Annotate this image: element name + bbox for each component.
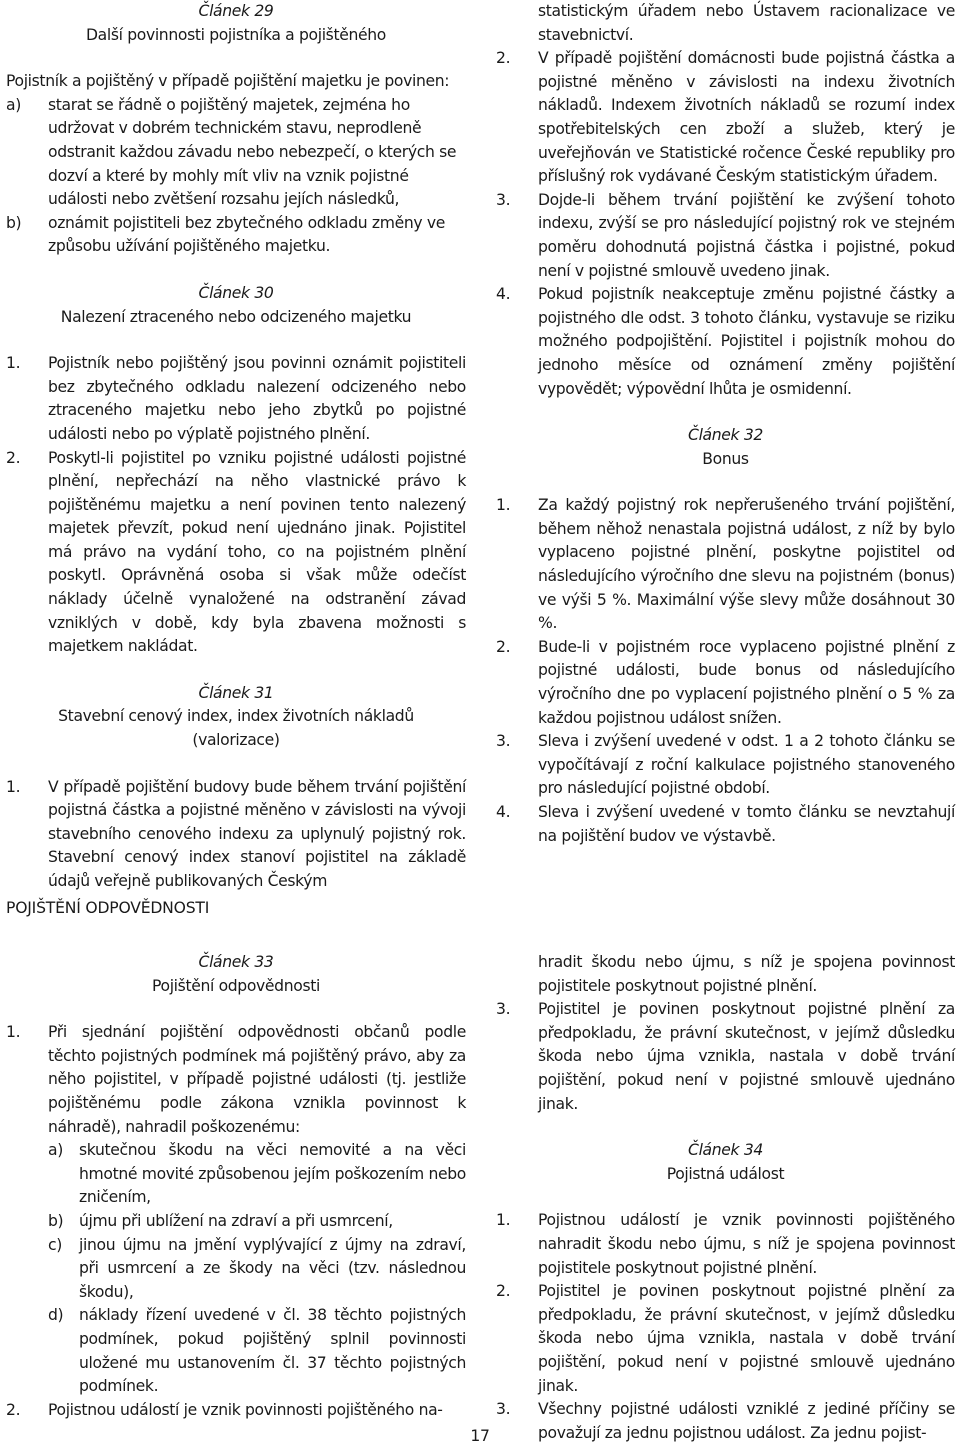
- lower-right-column: [496, 951, 955, 1445]
- item-text: Poskytl-li pojistitel po vzniku pojistné události pojistné plnění, nepřechází na něho vlastnické právo k pojištěnému majetku a není povinen tento nalezený majetek převzít, pokud není ujednáno jinak. Pojistitel má právo na vydání toho, co na pojistném plnění poskytl. Oprávněná osoba si však může odečíst náklady účelně vynaložené na odstranění závad vzniklých v době, kdy byla zbavena možnosti s majetkem nakládat.: [48, 448, 466, 656]
- item-label: 3.: [496, 1400, 511, 1419]
- article-33-subitem-a: [48, 1139, 466, 1210]
- article-32-item-2: [496, 636, 955, 730]
- article-29-number: Článek 29: [198, 2, 274, 20]
- article-34-item-2: [496, 1280, 955, 1398]
- item-text: Sleva i zvýšení uvedené v odst. 1 a 2 tohoto článku se vypočítávají z roční kalkulace pojistného stanoveného pro následující pojistné období.: [538, 732, 955, 798]
- item-text: starat se řádně o pojištěný majetek, zejména ho udržovat v dobrém technickém stavu, neprodleně odstranit každou závadu nebo nebezpečí, o kterých se dozví a které by mohly mít vliv na vznik pojistné události nebo zvětšení rozsahu jejích následků,: [48, 95, 457, 209]
- item-text: jinou újmu na jmění vyplývající z újmy na zdraví, při usmrcení a ze škody na věci (tzv. následnou škodu),: [79, 1235, 466, 1301]
- article-30-item-1: [6, 352, 466, 446]
- page-number: 17: [470, 1427, 490, 1445]
- continuation-text: statistickým úřadem nebo Ústavem racionalizace ve stavebnictví.: [538, 2, 955, 44]
- article-31-item-4: [496, 283, 955, 401]
- item-label: 1.: [6, 777, 21, 796]
- upper-left-column: [6, 0, 466, 894]
- item-label: 3.: [496, 1000, 511, 1019]
- article-33-subitem-b: [48, 1210, 466, 1234]
- article-33-title: Pojištění odpovědnosti: [152, 976, 320, 995]
- item-label: b): [6, 213, 22, 232]
- article-31-number: Článek 31: [198, 683, 274, 702]
- article-33-item-2: [6, 1399, 466, 1423]
- item-text: náklady řízení uvedené v čl. 38 těchto pojistných podmínek, pokud pojištěný splnil povinnosti uložené mu ustanovením čl. 37 těchto pojistných podmínek.: [79, 1306, 466, 1396]
- item-label: 1.: [496, 1211, 511, 1230]
- article-33-subitem-d: [48, 1304, 466, 1398]
- article-33-continuation: [496, 951, 955, 998]
- article-32-item-3: [496, 730, 955, 801]
- item-text: V případě pojištění domácnosti bude pojistná částka a pojistné měněno v závislosti na indexu životních nákladů. Indexem životních nákladů se rozumí index spotřebitelských cen zboží a služeb, který je uveřejňován ve Statistické ročence České republiky pro příslušný rok vydávané Českým statistickým úřadem.: [538, 49, 955, 186]
- article-29-intro: Pojistník a pojištěný v případě pojištění majetku je povinen:: [6, 72, 450, 91]
- lower-left-column: [6, 951, 466, 1422]
- item-text: Pojistnou událostí je vznik povinnosti pojištěného nahradit škodu nebo újmu, s níž je spojena povinnost pojistitele poskytnout pojistné plnění.: [538, 1211, 955, 1277]
- item-label: a): [6, 95, 21, 114]
- item-label: 1.: [6, 354, 21, 373]
- article-31-item-1: [6, 776, 466, 894]
- item-text: Sleva i zvýšení uvedené v tomto článku se nevztahují na pojištění budov ve výstavbě.: [538, 803, 955, 845]
- item-label: a): [48, 1141, 63, 1160]
- item-text: Pokud pojistník neakceptuje změnu pojistné částky a pojistného dle odst. 3 tohoto článku, vystavuje se riziku možného podpojištění. Pojistitel i pojistník mohou do jednoho měsíce od oznámení změny pojištění vypovědět; výpovědní lhůta je osmidenní.: [538, 285, 955, 398]
- item-label: 2.: [496, 49, 511, 68]
- article-31-title: Stavební cenový index, index životních nákladů (valorizace): [58, 707, 414, 750]
- item-label: d): [48, 1306, 64, 1325]
- article-29-item-a: [6, 94, 466, 212]
- item-label: 2.: [496, 1282, 511, 1301]
- article-31-item-3: [496, 189, 955, 283]
- item-label: b): [48, 1211, 64, 1230]
- upper-right-column: [496, 0, 955, 848]
- article-33-number: Článek 33: [198, 953, 274, 971]
- item-text: Za každý pojistný rok nepřerušeného trvání pojištění, během něhož nenastala pojistná událost, z níž by bylo vyplaceno pojistné plnění, poskytne pojistitel od následujícího výročního dne slevu na pojistném (bonus) ve výši 5 %. Maximální výše slevy může dosáhnout 30 %.: [538, 496, 955, 633]
- article-32-item-4: [496, 801, 955, 848]
- item-text: újmu při ublížení na zdraví a při usmrcení,: [79, 1211, 393, 1230]
- item-label: 3.: [496, 732, 511, 751]
- item-label: 2.: [6, 1400, 21, 1419]
- item-text: Pojistník nebo pojištěný jsou povinni oznámit pojistiteli bez zbytečného odkladu nalezení odcizeného nebo ztraceného majetku nebo jeho zbytků po pojistné události nebo po výplatě pojistného plnění.: [48, 354, 466, 443]
- item-text: V případě pojištění budovy bude během trvání pojištění pojistná částka a pojistné měněno v závislosti na vývoji stavebního cenového indexu za uplynulý pojistný rok. Stavební cenový index stanoví pojistitel na základě údajů veřejně publikovaných Českým: [48, 777, 466, 890]
- item-label: c): [48, 1235, 62, 1254]
- item-label: 4.: [496, 803, 511, 821]
- item-text: Dojde-li během trvání pojištění ke zvýšení tohoto indexu, zvýší se pro následující pojistný rok ve stejném poměru dohodnutá pojistná částka i pojistné, pokud není v pojistné smlouvě uvedeno jinak.: [538, 190, 955, 280]
- article-34-item-1: [496, 1209, 955, 1280]
- item-text: Pojistitel je povinen poskytnout pojistné plnění za předpokladu, že právní skutečnost, v jejímž důsledku škoda nebo újma vznikla, nastala v době trvání pojištění, pokud není v pojistné smlouvě ujednáno jinak.: [538, 1000, 955, 1113]
- item-text: Pojistitel je povinen poskytnout pojistné plnění za předpokladu, že právní skutečnost, v jejímž důsledku škoda nebo újma vznikla, nastala v době trvání pojištění, pokud není v pojistné smlouvě ujednáno jinak.: [538, 1282, 955, 1395]
- item-text: Všechny pojistné události vzniklé z jediné příčiny se považují za jednu pojistnou událost. Za jednu pojist-: [538, 1400, 955, 1442]
- article-34-number: Článek 34: [688, 1141, 763, 1160]
- item-text: Při sjednání pojištění odpovědnosti občanů podle těchto pojistných podmínek má pojištěný právo, aby za něho pojistitel, v případě pojistné události (tj. jestliže pojištěnému podle zákona vznikla povinnost k náhradě), nahradil poškozenému:: [48, 1023, 466, 1136]
- item-label: 2.: [496, 637, 511, 656]
- item-label: 2.: [6, 448, 21, 467]
- article-30-item-2: [6, 447, 466, 659]
- article-32-number: Článek 32: [688, 426, 763, 445]
- article-32-item-1: [496, 494, 955, 636]
- item-label: 1.: [6, 1023, 21, 1042]
- article-30-number: Článek 30: [198, 283, 274, 302]
- item-text: skutečnou škodu na věci nemovité a na věci hmotné movité způsobenou jejím poškozením nebo zničením,: [79, 1141, 466, 1207]
- item-text: Pojistnou událostí je vznik povinnosti pojištěného na-: [48, 1400, 443, 1419]
- article-31-item-2: [496, 47, 955, 189]
- item-label: 1.: [496, 496, 511, 515]
- item-text: oznámit pojistiteli bez zbytečného odkladu změny ve způsobu užívání pojištěného majetku.: [48, 213, 445, 256]
- item-text: Bude-li v pojistném roce vyplaceno pojistné plnění z pojistné události, bude bonus od následujícího výročního dne po vyplacení pojistného plnění o 5 % za každou pojistnou událost snížen.: [538, 637, 955, 727]
- article-34-title: Pojistná událost: [666, 1164, 785, 1183]
- article-31-continuation: [496, 0, 955, 47]
- continuation-text: hradit škodu nebo újmu, s níž je spojena povinnost pojistitele poskytnout pojistné plnění.: [538, 953, 955, 995]
- article-32-title: Bonus: [702, 449, 749, 468]
- article-29-item-b: [6, 212, 466, 259]
- article-29-title: Další povinnosti pojistníka a pojištěného: [86, 25, 386, 44]
- article-30-title: Nalezení ztraceného nebo odcizeného majetku: [60, 307, 412, 326]
- section-heading: POJIŠTĚNÍ ODPOVĚDNOSTI: [6, 899, 210, 917]
- item-label: 4.: [496, 285, 511, 304]
- article-33-item-3: [496, 998, 955, 1116]
- article-33-item-1: [6, 1021, 466, 1139]
- item-label: 3.: [496, 190, 511, 209]
- article-33-subitem-c: [48, 1234, 466, 1305]
